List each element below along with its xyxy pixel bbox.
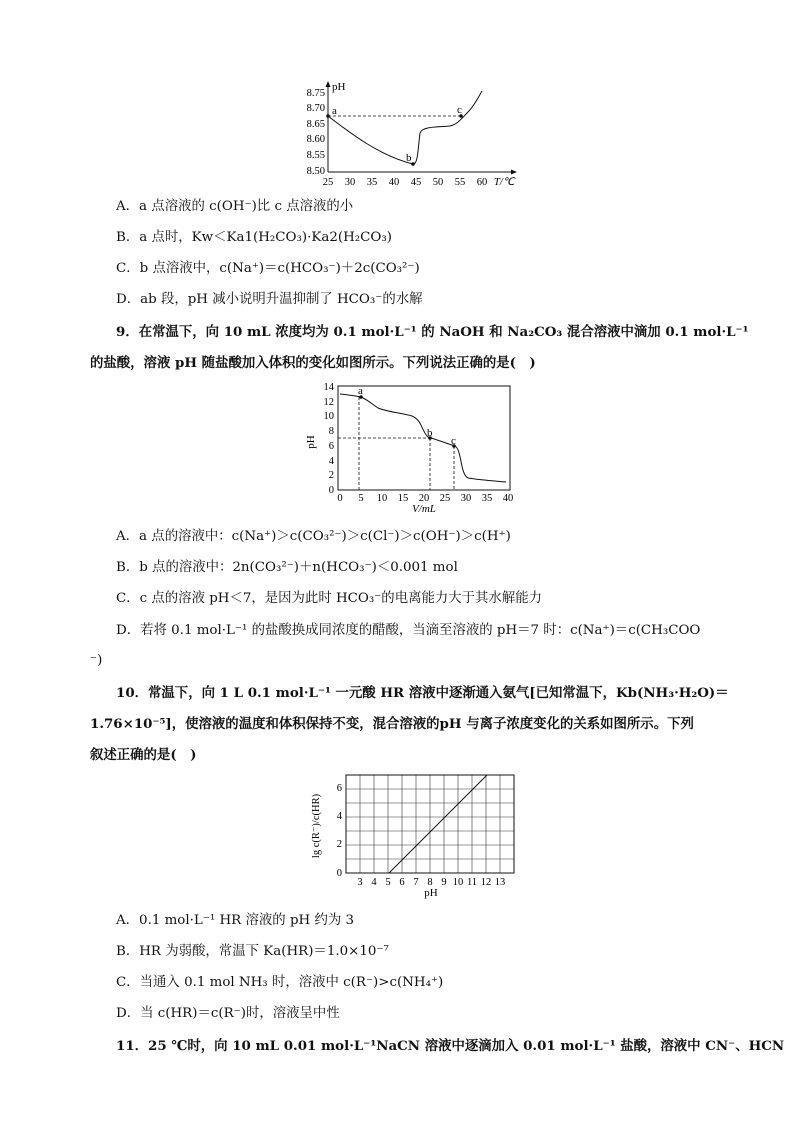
y-tick-label: 8.60 — [306, 134, 325, 145]
x-tick-label: 20 — [418, 493, 430, 504]
q11-stem-line1: 11．25 ℃时，向 10 mL 0.01 mol·L⁻¹NaCN 溶液中逐滴加入 0.01 mol·L⁻¹ 盐酸，溶液中 CN⁻、HCN — [116, 1038, 785, 1054]
x-tick-label: 45 — [410, 177, 422, 188]
x-tick-label: 8 — [427, 877, 433, 888]
y-tick-label: 8.55 — [306, 150, 325, 161]
point-b — [411, 162, 415, 166]
x-tick-label: 11 — [466, 877, 478, 888]
y-axis-label: pH — [332, 81, 346, 93]
q10-stem-line1: 10．常温下，向 1 L 0.1 mol·L⁻¹ 一元酸 HR 溶液中逐渐通入氨气[已知常温下，Kb(NH₃·H₂O)＝ — [116, 685, 729, 701]
y-tick-label: 8.70 — [306, 103, 325, 114]
ph-curve — [328, 91, 482, 164]
q10-option-b: B．HR 为弱酸，常温下 Ka(HR)＝1.0×10⁻⁷ — [116, 944, 389, 959]
x-tick-label: 13 — [494, 877, 506, 888]
y-tick-label: 10 — [323, 411, 334, 422]
point-label: c — [451, 435, 456, 447]
x-tick-label: 15 — [397, 493, 409, 504]
y-tick-label: 6 — [328, 441, 334, 452]
y-axis-label: pH — [305, 435, 317, 449]
x-tick-label: 50 — [432, 177, 444, 188]
x-tick-label: 7 — [413, 877, 419, 888]
x-tick-label: 10 — [452, 877, 464, 888]
y-tick-label: 4 — [328, 456, 334, 467]
q9-stem-line1: 9．在常温下，向 10 mL 浓度均为 0.1 mol·L⁻¹ 的 NaOH 和 Na₂CO₃ 混合溶液中滴加 0.1 mol·L⁻¹ — [116, 324, 749, 340]
chart-titration — [300, 380, 525, 515]
y-tick-label: 4 — [336, 811, 342, 822]
q9-option-b: B．b 点的溶液中：2n(CO₃²⁻)＋n(HCO₃⁻)＜0.001 mol — [116, 560, 458, 575]
q8-option-b: B．a 点时，Kw＜Ka1(H₂CO₃)·Ka2(H₂CO₃) — [116, 230, 392, 245]
y-tick-label: 8.50 — [306, 166, 325, 177]
x-tick-label: 60 — [476, 177, 488, 188]
x-tick-label: 25 — [439, 493, 451, 504]
chart-lg-ratio-ph — [305, 770, 525, 902]
q8-option-c: C．b 点溶液中，c(Na⁺)＝c(HCO₃⁻)＋2c(CO₃²⁻) — [116, 261, 420, 276]
x-axis-label: T/℃ — [494, 177, 515, 188]
x-tick-label: 35 — [366, 177, 378, 188]
q10-option-d: D．当 c(HR)＝c(R⁻)时，溶液呈中性 — [116, 1006, 340, 1021]
x-tick-label: 0 — [337, 493, 343, 504]
x-tick-label: 5 — [385, 877, 391, 888]
x-tick-label: 40 — [502, 493, 514, 504]
x-tick-label: 30 — [460, 493, 472, 504]
y-tick-label: 2 — [328, 470, 334, 481]
y-tick-label: 6 — [336, 783, 342, 794]
q8-option-d: D．ab 段，pH 减小说明升温抑制了 HCO₃⁻的水解 — [116, 292, 423, 307]
q10-option-a: A．0.1 mol·L⁻¹ HR 溶液的 pH 约为 3 — [116, 913, 355, 928]
point-label: b — [427, 427, 433, 439]
x-axis-label: pH — [424, 887, 438, 899]
q9-option-d-line1: D．若将 0.1 mol·L⁻¹ 的盐酸换成同浓度的醋酸，当滴至溶液的 pH＝7 时：c(Na⁺)＝c(CH₃COO — [116, 623, 701, 638]
x-tick-label: 6 — [399, 877, 405, 888]
x-tick-label: 55 — [454, 177, 466, 188]
q10-stem-line3: 叙述正确的是( ) — [90, 747, 197, 763]
q8-option-a: A．a 点溶液的 c(OH⁻)比 c 点溶液的小 — [116, 199, 354, 214]
x-tick-label: 35 — [481, 493, 493, 504]
y-tick-label: 12 — [323, 397, 334, 408]
q9-stem-line2: 的盐酸，溶液 pH 随盐酸加入体积的变化如图所示。下列说法正确的是( ) — [90, 355, 536, 371]
x-tick-label: 10 — [376, 493, 388, 504]
point-label: a — [358, 385, 363, 397]
q9-option-a: A．a 点的溶液中：c(Na⁺)＞c(CO₃²⁻)＞c(Cl⁻)＞c(OH⁻)＞c(H⁺) — [116, 529, 511, 544]
y-tick-label: 8 — [328, 426, 334, 437]
point-a — [326, 114, 330, 118]
y-tick-label: 0 — [328, 485, 334, 496]
x-tick-label: 25 — [322, 177, 334, 188]
x-tick-label: 3 — [357, 877, 363, 888]
q9-option-d-line2: ⁻) — [90, 653, 103, 668]
x-tick-label: 30 — [344, 177, 356, 188]
y-tick-label: 8.65 — [306, 119, 325, 130]
x-tick-label: 40 — [388, 177, 400, 188]
x-tick-label: 9 — [441, 877, 447, 888]
x-tick-label: 4 — [371, 877, 377, 888]
x-axis-label: V/mL — [412, 503, 436, 515]
y-tick-label: 2 — [336, 839, 342, 850]
point-label: c — [457, 104, 462, 116]
q10-option-c: C．当通入 0.1 mol NH₃ 时，溶液中 c(R⁻)>c(NH₄⁺) — [116, 975, 444, 990]
point-label: b — [406, 152, 412, 164]
x-tick-label: 5 — [358, 493, 364, 504]
y-tick-label: 8.75 — [306, 88, 325, 99]
q9-option-c: C．c 点的溶液 pH＜7，是因为此时 HCO₃⁻的电离能力大于其水解能力 — [116, 591, 542, 606]
y-axis-label: lg c(R⁻)/c(HR) — [311, 793, 322, 859]
q10-stem-line2: 1.76×10⁻⁵]，使溶液的温度和体积保持不变，混合溶液的pH 与离子浓度变化的关系如图所示。下列 — [90, 716, 694, 732]
y-tick-label: 14 — [323, 382, 334, 393]
chart-ph-temperature — [300, 78, 530, 190]
y-tick-label: 0 — [336, 868, 342, 879]
x-tick-label: 12 — [480, 877, 492, 888]
point-label: a — [332, 105, 337, 117]
